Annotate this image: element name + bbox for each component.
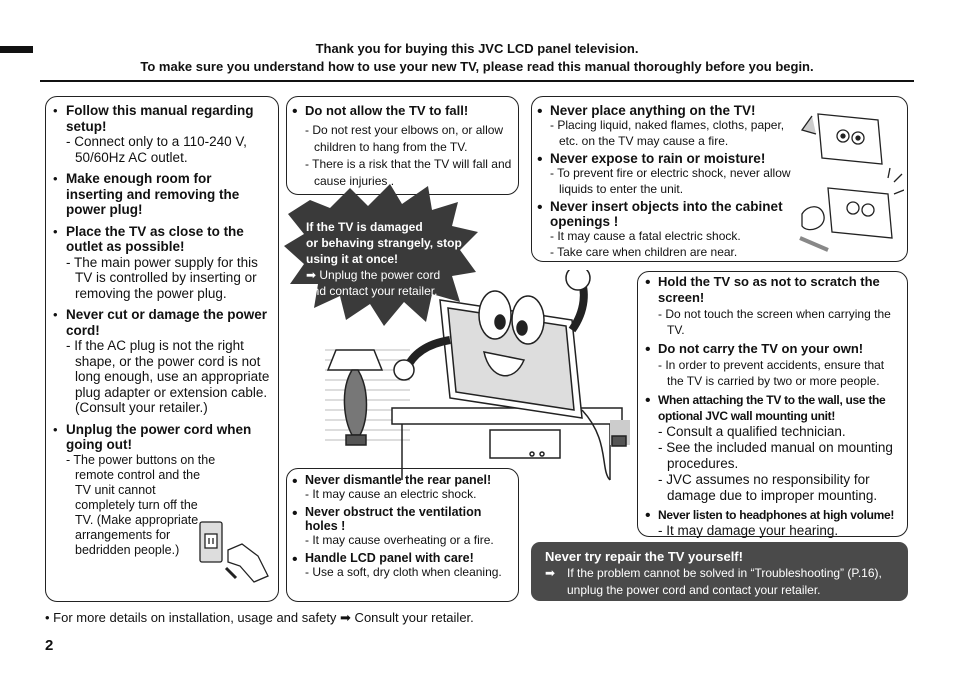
item-heading: • Never listen to headphones at high volume! <box>658 508 895 522</box>
list-item <box>640 341 903 389</box>
item-heading: • Unplug the power cord when going out! <box>66 421 252 452</box>
list-item <box>48 224 272 302</box>
item-detail: - Take care when children are near. <box>550 244 738 259</box>
tv-character-illustration <box>310 270 640 490</box>
item-detail: - It may cause a fatal electric shock. <box>550 229 741 243</box>
power-outlet-plug-icon <box>196 516 276 586</box>
repair-warning-box <box>531 542 908 601</box>
list-item <box>287 103 514 190</box>
item-detail: - Do not touch the screen when carrying the TV. <box>658 307 891 337</box>
page-tab-mark <box>0 46 33 53</box>
repair-title: Never try repair the TV yourself! <box>545 549 743 564</box>
repair-text-body: If the problem cannot be solved in “Troubleshooting” (P.16), unplug the power cord and contact your retailer. <box>567 566 882 597</box>
intro-line-1: Thank you for buying this JVC LCD panel television. <box>315 41 639 56</box>
item-detail: - See the included manual on mounting procedures. <box>658 440 893 471</box>
item-heading: • Never dismantle the rear panel! <box>305 473 492 487</box>
list-item <box>640 274 903 338</box>
item-heading: • When attaching the TV to the wall, use the optional JVC wall mounting unit! <box>658 393 886 423</box>
list-item <box>640 392 903 504</box>
header-rule <box>40 80 914 82</box>
item-heading: • Never place anything on the TV! <box>550 103 756 118</box>
list-item <box>640 507 903 539</box>
burst-line-1: If the TV is damaged <box>306 220 423 234</box>
item-detail: - If the AC plug is not the right shape, or the power cord is not long enough, use an appropriate plug adapter or extension cable. (Consult your retailer.) <box>66 338 270 415</box>
item-heading: • Never cut or damage the power cord! <box>66 307 268 338</box>
handling-precautions-box <box>637 271 908 537</box>
list-item <box>532 199 802 260</box>
item-detail: - Connect only to a 110-240 V, 50/60Hz AC outlet. <box>66 134 247 165</box>
fall-sub-1: - Do not rest your elbows on, or allow children to hang from the TV. <box>305 123 504 154</box>
repair-text <box>545 565 898 599</box>
burst-line-2: or behaving strangely, stop <box>306 236 462 250</box>
item-detail: - The main power supply for this TV is controlled by inserting or removing the power plug. <box>66 254 258 301</box>
item-detail: - Placing liquid, naked flames, cloths, paper, etc. on the TV may cause a fire. <box>550 118 785 148</box>
list-item <box>287 505 514 548</box>
handling-precautions-list <box>640 274 903 539</box>
item-detail: - It may cause overheating or a fire. <box>305 533 494 547</box>
item-detail: - The power buttons on the remote control and the TV unit cannot completely turn off the TV. (Make appropriate arrangements for bedridden people.) <box>66 452 216 557</box>
list-item <box>287 551 514 580</box>
item-heading: • Do not carry the TV on your own! <box>658 341 864 356</box>
page-number: 2 <box>45 637 54 654</box>
burst-line-4: ➡ Unplug the power cord <box>306 268 441 282</box>
arrow-right-icon: ➡ <box>545 566 556 580</box>
item-heading: • Never obstruct the ventilation holes ! <box>305 505 482 533</box>
tv-hazard-illustration <box>798 104 904 254</box>
burst-line-5: and contact your retailer. <box>306 284 438 298</box>
item-detail: - To prevent fire or electric shock, never allow liquids to enter the unit. <box>550 166 791 196</box>
intro-text <box>40 40 914 76</box>
list-item <box>532 151 802 197</box>
placement-precautions-list <box>532 103 802 260</box>
item-detail: - JVC assumes no responsibility for damage due to improper mounting. <box>658 472 878 503</box>
item-heading: • Hold the TV so as not to scratch the screen! <box>658 274 880 305</box>
burst-line-3: using it at once! <box>306 252 399 266</box>
setup-precautions-list <box>48 103 272 558</box>
list-item <box>532 103 802 149</box>
list-item <box>48 307 272 416</box>
item-detail: - It may cause an electric shock. <box>305 487 477 501</box>
fall-heading: • Do not allow the TV to fall! <box>305 103 469 118</box>
item-heading: • Never insert objects into the cabinet openings ! <box>550 199 783 229</box>
fall-sub-2: - There is a risk that the TV will fall and cause injuries . <box>305 157 512 188</box>
item-detail: - Consult a qualified technician. <box>658 424 846 439</box>
item-heading: • Make enough room for inserting and removing the power plug! <box>66 171 240 217</box>
item-heading: • Place the TV as close to the outlet as possible! <box>66 223 244 254</box>
item-heading: • Handle LCD panel with care! <box>305 551 474 565</box>
footer-note: • For more details on installation, usage and safety ➡ Consult your retailer. <box>45 610 474 625</box>
list-item <box>48 171 272 218</box>
list-item <box>48 103 272 165</box>
item-detail: - Use a soft, dry cloth when cleaning. <box>305 565 502 579</box>
item-detail: - In order to prevent accidents, ensure that the TV is carried by two or more people. <box>658 358 885 388</box>
item-heading: • Follow this manual regarding setup! <box>66 103 254 134</box>
item-heading: • Never expose to rain or moisture! <box>550 151 766 166</box>
item-detail: - It may damage your hearing. <box>658 523 839 538</box>
intro-line-2: To make sure you understand how to use your new TV, please read this manual thoroughly before you begin. <box>140 59 814 74</box>
